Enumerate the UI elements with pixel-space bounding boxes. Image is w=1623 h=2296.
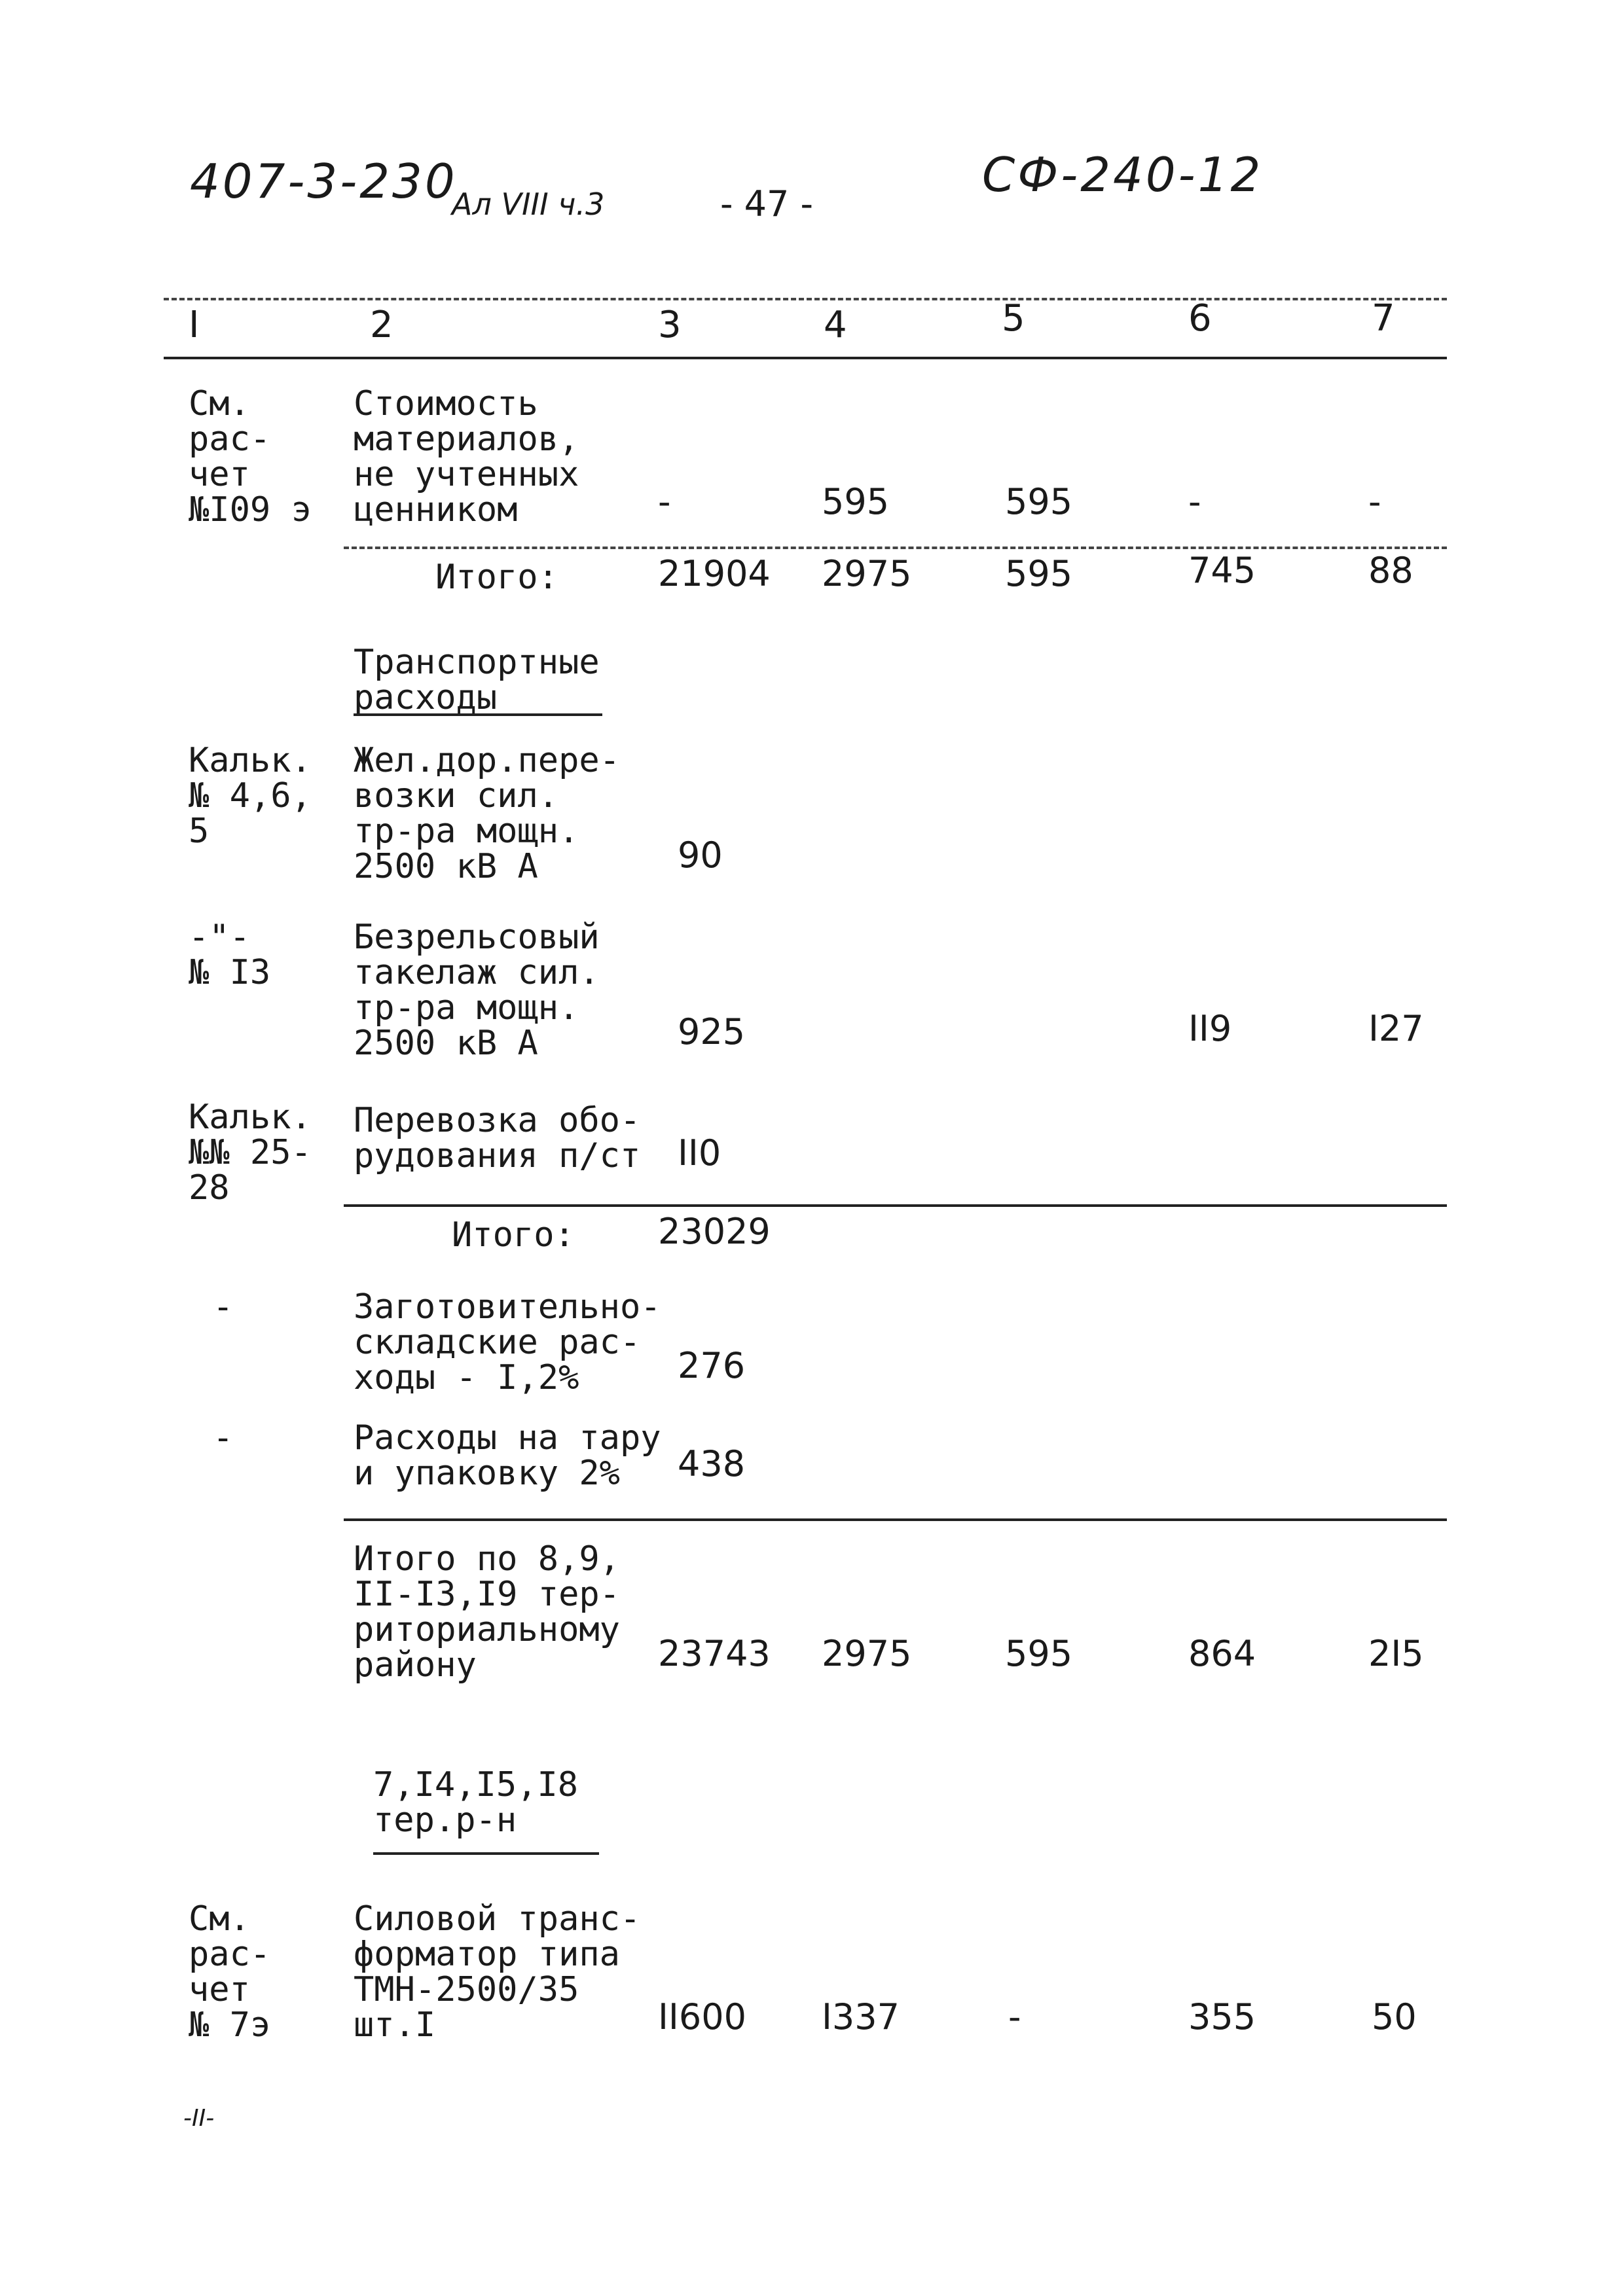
section-heading-underline [354,713,602,716]
row-name: Расходы на тару и упаковку 2% [354,1418,661,1493]
total-rule [344,1518,1447,1521]
footer-mark: -II- [183,2105,215,2132]
column-header-7: 7 [1372,297,1395,340]
section-heading-underline [373,1852,599,1855]
row-ref: См. рас- чет № 7э [189,1899,271,2045]
document-code: 407-3-230 [190,154,458,209]
row-name: Итого по 8,9, II-I3,I9 тер- риториальному району [354,1539,620,1685]
row-ref: См. рас- чет №I09 э [189,384,312,529]
row-value-col5: 595 [1005,1633,1073,1674]
header-bottom-rule [164,357,1447,359]
stamp-code: СФ-240-12 [982,147,1264,202]
row-value-col7: 88 [1368,550,1413,591]
row-value-col7: 2I5 [1368,1633,1424,1674]
subtotal-rule [344,547,1447,549]
row-name: Итого: [452,1215,575,1255]
row-value-col3: 925 [678,1011,746,1052]
row-value-col3: II0 [678,1132,721,1174]
row-value-col4: 2975 [822,553,912,594]
album-reference: Ал VIII ч.3 [452,187,605,222]
row-ref: Кальк. №№ 25- 28 [189,1098,312,1208]
header-top-rule [164,298,1447,300]
row-value-col3: 438 [678,1443,746,1484]
row-value-col5: - [1008,1996,1021,2037]
row-value-col7: 50 [1372,1996,1417,2037]
row-ref: - [213,1287,234,1327]
row-value-col3: 276 [678,1345,746,1386]
row-name: Стоимость материалов, не учтенных ценником [354,384,579,529]
section-heading: 7,I4,I5,I8 тер.р-н [373,1765,579,1840]
column-header-3: 3 [658,304,682,346]
row-value-col5: 595 [1005,553,1073,594]
row-value-col3: 23743 [658,1633,771,1674]
row-value-col6: 745 [1188,550,1256,591]
row-name: Заготовительно- складские рас- ходы - I,2% [354,1287,661,1397]
row-ref: -"- № I3 [189,918,271,992]
row-value-col4: I337 [822,1996,900,2037]
row-name: Безрельсовый такелаж сил. тр-ра мощн. 2500 кВ А [354,918,600,1063]
page-number: - 47 - [720,183,814,224]
row-value-col4: 595 [822,481,890,522]
column-header-1: I [189,304,200,346]
row-name: Перевозка обо- рудования п/ст [354,1101,641,1175]
row-name: Итого: [435,558,558,597]
section-heading: Транспортные расходы [354,643,600,717]
row-ref: Кальк. № 4,6, 5 [189,741,312,851]
column-header-2: 2 [370,304,393,346]
row-ref: - [213,1418,234,1458]
column-header-5: 5 [1002,297,1025,340]
row-value-col3: 21904 [658,553,771,594]
row-value-col6: II9 [1188,1008,1232,1049]
row-value-col6: 864 [1188,1633,1256,1674]
row-value-col6: - [1188,481,1201,522]
row-value-col7: - [1368,481,1381,522]
row-value-col3: 90 [678,834,723,876]
column-header-6: 6 [1188,297,1212,340]
row-value-col6: 355 [1188,1996,1256,2037]
subtotal-rule [344,1204,1447,1207]
row-name: Жел.дор.пере- возки сил. тр-ра мощн. 2500 кВ А [354,741,620,886]
row-value-col7: I27 [1368,1008,1424,1049]
row-name: Силовой транс- форматор типа ТМН-2500/35 шт.I [354,1899,641,2045]
row-value-col3: - [658,481,671,522]
row-value-col3: II600 [658,1996,746,2037]
row-value-col4: 2975 [822,1633,912,1674]
row-value-col3: 23029 [658,1211,771,1252]
row-value-col5: 595 [1005,481,1073,522]
column-header-4: 4 [824,304,847,346]
